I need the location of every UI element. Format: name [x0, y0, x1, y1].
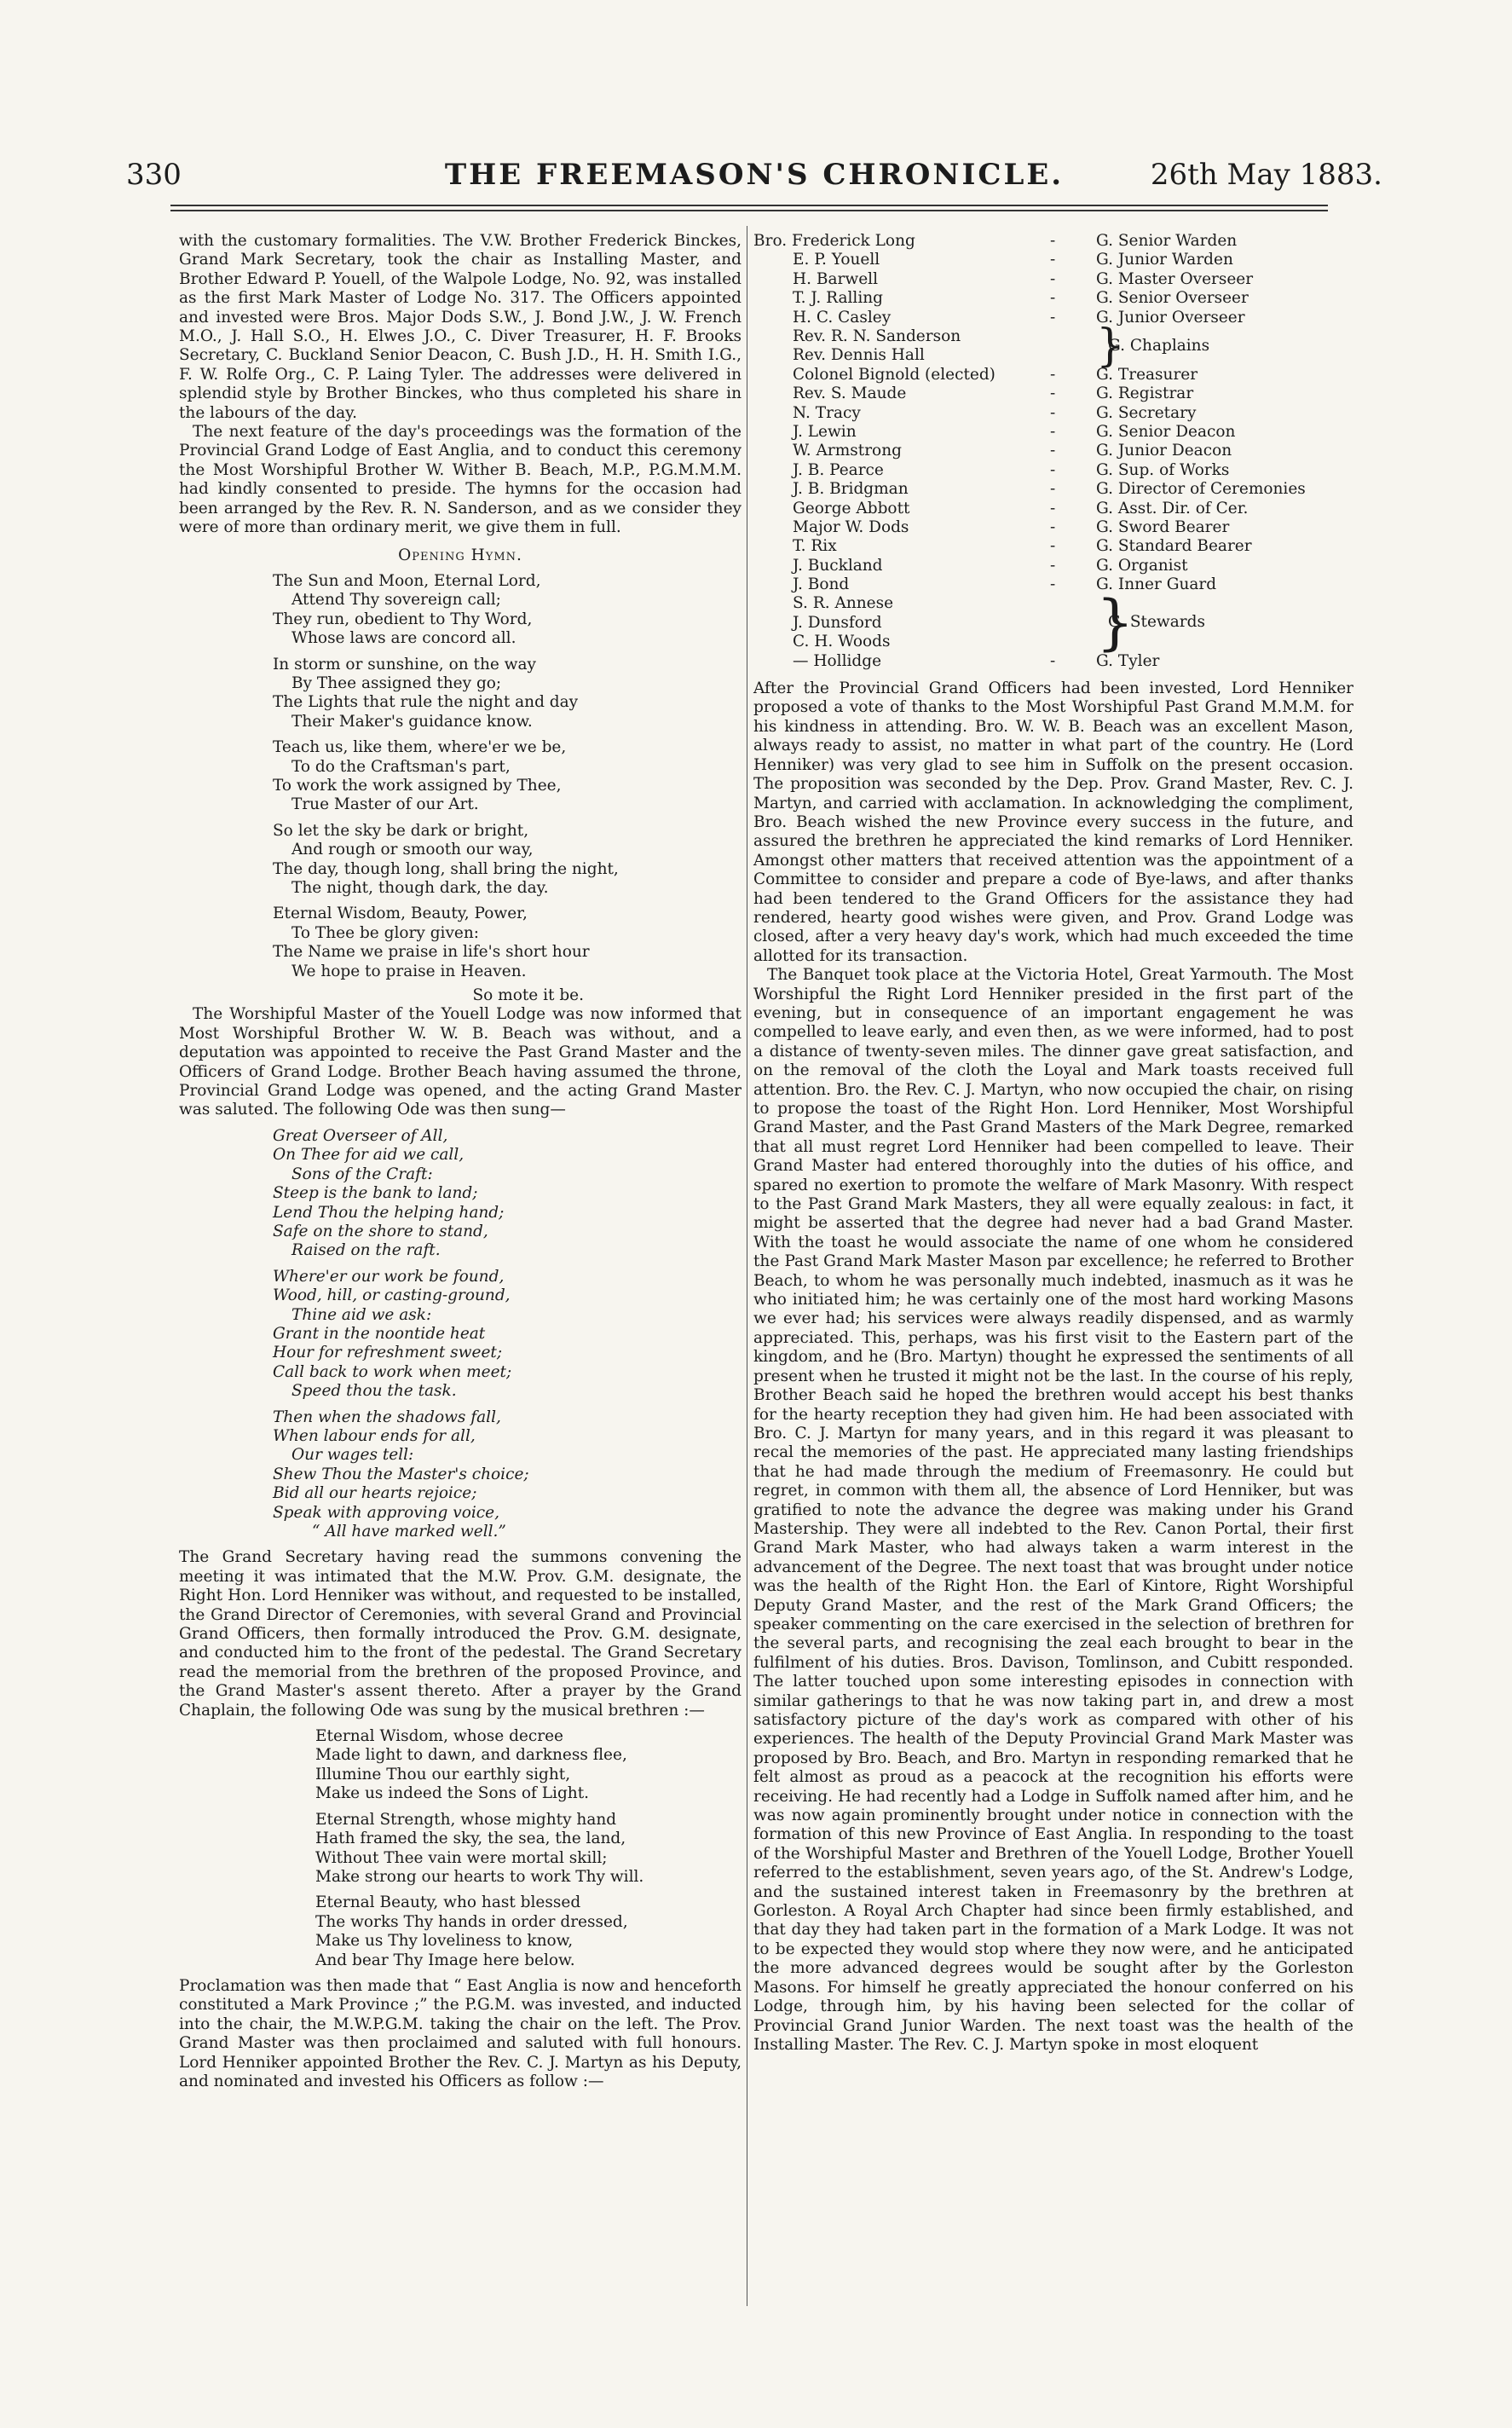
hymn-line: To work the work assigned by Thee, — [273, 776, 562, 795]
officer-row: Colonel Bignold (elected) - G. Treasurer — [793, 365, 1198, 384]
ode-line: Eternal Beauty, who hast blessed — [315, 1893, 581, 1912]
hymn-stanza — [273, 905, 742, 981]
hymn-line: Eternal Wisdom, Beauty, Power, — [273, 905, 528, 923]
ode-stanza — [273, 1408, 742, 1542]
hymn-line: The Sun and Moon, Eternal Lord, — [273, 571, 541, 590]
hymn-line: To do the Craftsman's part, — [291, 757, 511, 776]
hymn-line: Attend Thy sovereign call; — [291, 591, 501, 610]
hymn-line: Teach us, like them, where'er we be, — [273, 738, 567, 757]
issue-date: 26th May 1883. — [1150, 158, 1382, 192]
ode-line: Our wages tell: — [291, 1446, 414, 1465]
ode-line: Then when the shadows fall, — [273, 1408, 501, 1426]
right-column — [753, 232, 1353, 2055]
ode-line: Speed thou the task. — [291, 1382, 457, 1401]
ode-line: On Thee for aid we call, — [273, 1146, 465, 1165]
officer-office: G. Stewards — [1108, 613, 1205, 632]
ode-line: The works Thy hands in order dressed, — [315, 1912, 628, 1931]
proclamation-paragraph: Proclamation was then made that “ East Anglia is now and henceforth constituted a Mark Province ;” the P.G.M. was invested, and inducted into the chair, the M.W.P.G.M. taking the chair on the left. The Prov. Grand Master was then proclaimed and saluted with full honours. Lord Henniker appointed Brother the Rev. C. J. Martyn as his Deputy, and nominated and invested his Officers as follow :— — [179, 1976, 742, 2090]
officer-row: Bro. Frederick Long - G. Senior Warden — [753, 232, 1238, 250]
opening-hymn — [179, 572, 742, 1006]
officer-row: W. Armstrong - G. Junior Deacon — [793, 442, 1232, 460]
header-rule-2 — [170, 210, 1328, 211]
brace-icon: } — [1096, 320, 1125, 372]
hymn-stanza — [273, 738, 742, 815]
officer-row: Major W. Dods - G. Sword Bearer — [793, 517, 1230, 536]
brace-icon: } — [1096, 587, 1134, 658]
ode-line: Steep is the bank to land; — [273, 1184, 478, 1203]
officer-row: J. Buckland - G. Organist — [793, 556, 1188, 575]
hymn-amen: So mote it be. — [472, 986, 584, 1005]
hymn-line: The Name we praise in life's short hour — [273, 943, 590, 962]
hymn-heading: Opening Hymn. — [398, 546, 522, 564]
ode-stanza — [315, 1811, 742, 1887]
intro-paragraph: with the customary formalities. The V.W. Brother Frederick Binckes, Grand Mark Secretary, took the chair as Installing Master, and Brother Edward P. Youell, of the Walpole Lodge, No. 92, was installed as the first Mark Master of Lodge No. 317. The Officers appointed and invested were Bros. Major Dods S.W., J. Bond J.W., J. W. French M.O., J. Hall S.O., H. Elwes J.O., C. Diver Treasurer, H. F. Brooks Secretary, C. Buckland Senior Deacon, C. Bush J.D., H. H. Smith I.G., F. W. Rolfe Org., C. P. Laing Tyler. The addresses were delivered in splendid style by Brother Binckes, who thus completed his share in the labours of the day. — [179, 232, 742, 422]
officer-name: Rev. Dennis Hall — [793, 346, 925, 365]
hymn-line: And rough or smooth our way, — [291, 841, 534, 859]
ode-line: Eternal Strength, whose mighty hand — [315, 1810, 617, 1829]
vote-of-thanks-paragraph: After the Provincial Grand Officers had been invested, Lord Henniker proposed a vote of thanks to the Most Worshipful Past Grand M.M.M. for his kindness in attending. Bro. W. W. B. Beach was an excellent Mason, always ready to assist, no matter in what part of the country. He (Lord Henniker) was very glad to see him in Suffolk on the present occasion. The proposition was seconded by the Dep. Prov. Grand Master, Rev. C. J. Martyn, and carried with acclamation. In acknowledging the compliment, Bro. Beach wished the new Province every success in the future, and assured the brethren he appreciated the kind remarks of Lord Henniker. Amongst other matters that received attention was the appointment of a Committee to consider and prepare a code of Bye-laws, and after thanks had been tendered to the Grand Officers for the assistance they had rendered, hearty good wishes were given, and Prov. Grand Lodge was closed, after a very heavy day's work, which had much exceeded the time allotted for its transaction. — [753, 679, 1353, 965]
officer-row: — Hollidge - G. Tyler — [793, 651, 1160, 670]
ode-line: Eternal Wisdom, whose decree — [315, 1727, 563, 1746]
stewards-group — [753, 587, 1353, 658]
hymn-line: Whose laws are concord all. — [291, 629, 517, 648]
officer-name: S. R. Annese — [793, 594, 894, 613]
hymn-line: True Master of our Art. — [291, 795, 479, 814]
ode-line: Great Overseer of All, — [273, 1126, 448, 1145]
ode-line: Wood, hill, or casting-ground, — [273, 1286, 511, 1305]
ode-line: And bear Thy Image here below. — [315, 1951, 575, 1969]
ode-line: Make strong our hearts to work Thy will. — [315, 1867, 644, 1886]
ode-line: Where'er our work be found, — [273, 1267, 505, 1286]
ode-line: Sons of the Craft: — [291, 1165, 433, 1183]
ode-line: Bid all our hearts rejoice; — [273, 1484, 477, 1503]
officer-row: N. Tracy - G. Secretary — [793, 403, 1197, 422]
ode-line: Lend Thou the helping hand; — [273, 1203, 505, 1222]
formation-paragraph: The next feature of the day's proceedings was the formation of the Provincial Grand Lodge of East Anglia, and to conduct this ceremony the Most Worshipful Brother W. Wither B. Beach, M.P., P.G.M.M.M. had kindly consented to preside. The hymns for the occasion had been arranged by the Rev. R. N. Sanderson, and as we consider they were of more than ordinary merit, we give them in full. — [179, 423, 742, 537]
hymn-line: The day, though long, shall bring the night, — [273, 859, 619, 878]
officer-row: J. B. Bridgman - G. Director of Ceremonies — [793, 480, 1306, 499]
ode-stanza — [315, 1893, 742, 1970]
hymn-line: The Lights that rule the night and day — [273, 693, 579, 712]
officers-list — [753, 232, 1353, 671]
header-rule — [170, 205, 1328, 206]
hymn-line: To Thee be glory given: — [291, 923, 480, 942]
hymn-line: Their Maker's guidance know. — [291, 712, 533, 731]
ode-line: Illumine Thou our earthly sight, — [315, 1765, 571, 1783]
ode-line: Raised on the raft. — [291, 1241, 441, 1260]
ode-line: Call back to work when meet; — [273, 1362, 512, 1381]
ode-line: Without Thee vain were mortal skill; — [315, 1848, 608, 1867]
hymn-stanza — [273, 822, 742, 899]
ode-line: Made light to dawn, and darkness flee, — [315, 1746, 627, 1765]
officer-row: George Abbott - G. Asst. Dir. of Cer. — [793, 499, 1249, 517]
deputation-paragraph: The Worshipful Master of the Youell Lodge was now informed that Most Worshipful Brother W. W. B. Beach was without, and a deputation was appointed to receive the Past Grand Master and the Officers of Grand Lodge. Brother Beach having assumed the throne, Provincial Grand Lodge was opened, and the acting Grand Master was saluted. The following Ode was then sung— — [179, 1005, 742, 1119]
officer-name: C. H. Woods — [793, 633, 891, 651]
left-column — [179, 232, 742, 2091]
ode-line: Thine aid we ask: — [291, 1305, 432, 1324]
page-number: 330 — [126, 158, 182, 192]
ode-line: Hour for refreshment sweet; — [273, 1344, 503, 1362]
hymn-line: We hope to praise in Heaven. — [291, 962, 527, 980]
officer-row: J. B. Pearce - G. Sup. of Works — [793, 460, 1230, 479]
ode-two — [179, 1727, 742, 1970]
hymn-line: They run, obedient to Thy Word, — [273, 610, 533, 628]
ode-stanza — [315, 1727, 742, 1804]
officer-name: J. Dunsford — [793, 613, 882, 632]
officer-row: J. Bond - G. Inner Guard — [793, 575, 1217, 594]
hymn-line: In storm or sunshine, on the way — [273, 655, 536, 673]
chaplains-group — [753, 320, 1353, 372]
ode-stanza — [273, 1268, 742, 1402]
ode-line: Make us indeed the Sons of Light. — [315, 1784, 590, 1803]
officer-row: T. J. Ralling - G. Senior Overseer — [793, 289, 1249, 308]
ode-line: “ All have marked well.” — [312, 1523, 506, 1541]
ode-line: When labour ends for all, — [273, 1426, 476, 1445]
officer-row: H. Barwell - G. Master Overseer — [793, 269, 1254, 288]
ode-line: Shew Thou the Master's choice; — [273, 1465, 529, 1483]
ode-line: Make us Thy loveliness to know, — [315, 1932, 574, 1951]
page-header — [126, 158, 1382, 192]
ode-one — [179, 1127, 742, 1542]
officer-row: T. Rix - G. Standard Bearer — [793, 537, 1252, 556]
officer-row: H. C. Casley - G. Junior Overseer — [793, 308, 1245, 327]
officer-row: E. P. Youell - G. Junior Warden — [793, 251, 1233, 269]
officer-row: J. Lewin - G. Senior Deacon — [793, 422, 1236, 441]
officer-name: Rev. R. N. Sanderson — [793, 327, 961, 345]
hymn-line: By Thee assigned they go; — [291, 673, 502, 692]
ode-stanza — [273, 1127, 742, 1261]
ode-line: Hath framed the sky, the sea, the land, — [315, 1830, 626, 1848]
banquet-paragraph: The Banquet took place at the Victoria Hotel, Great Yarmouth. The Most Worshipful the Right Lord Henniker presided in the first part of the evening, but in consequence of an important engagement he was compelled to leave early, and even then, as we were informed, had to post a distance of twenty-seven miles. The dinner gave great satisfaction, and on the removal of the cloth the Loyal and Mark toasts received full attention. Bro. the Rev. C. J. Martyn, who now occupied the chair, on rising to propose the toast of the Right Hon. Lord Henniker, Most Worshipful Grand Master, and the Past Grand Masters of the Mark Degree, remarked that all must regret Lord Henniker had been compelled to leave. Their Grand Master had entered thoroughly into the duties of his office, and spared no exertion to promote the welfare of Mark Masonry. With respect to the Past Grand Mark Masters, they all were equally zealous: in fact, it might be asserted that the degree had never had a bad Grand Master. With the toast he would associate the name of one whom he considered the Past Grand Mark Master Mason par excellence; he referred to Brother Beach, to whom he was personally much indebted, inasmuch as it was he who initiated him; he was certainly one of the most hard working Masons we ever had; his services were always readily dispensed, and as warmly appreciated. This, perhaps, was his first visit to the Eastern part of the kingdom, and he (Bro. Martyn) thought he expressed the sentiments of all present when he trusted it might not be the last. In the course of his reply, Brother Beach said he hoped the brethren would accept his best thanks for the hearty reception they had given him. He had been associated with Bro. C. J. Martyn for many years, and in this regard it was pleasant to recal the memories of the past. He appreciated many lasting friendships that he had made through the medium of Freemasonry. He could but regret, in common with them all, the absence of Lord Henniker, but was gratified to note the advance the degree was making under his Grand Mastership. They were all indebted to the Rev. Canon Portal, their first Grand Mark Master, who had always taken a warm interest in the advancement of the Degree. The next toast that was brought under notice was the health of the Right Hon. the Earl of Kintore, Right Worshipful Deputy Grand Master, and the rest of the Mark Grand Officers; the speaker commenting on the care exercised in the selection of brethren for the several parts, and recognising the zeal each brought to bear in the fulfilment of his duties. Bros. Davison, Tomlinson, and Cubitt responded. The latter touched upon some interesting episodes in connection with similar gatherings to that he was now taking part in, and drew a most satisfactory picture of the day's work as compared with other of his experiences. The health of the Deputy Provincial Grand Mark Master was proposed by Bro. Beach, and Bro. Martyn in responding remarked that he felt almost as proud as a peacock at the recognition his efforts were receiving. He had recently had a Lodge in Suffolk named after him, and he was now again prominently brought under notice in connection with the formation of this new Province of East Anglia. In responding to the toast of the Worshipful Master and Brethren of the Youell Lodge, Brother Youell referred to the establishment, seven years ago, of the St. Andrew's Lodge, and the sustained interest taken in Freemasonry by the brethren at Gorleston. A Royal Arch Chapter had since been firmly established, and that day they had taken part in the formation of a Mark Lodge. It was not to be expected they would stop where they now were, and he anticipated the more advanced degrees would be sought after by the Gorleston Masons. For himself he greatly appreciated the honour conferred on his Lodge, through him, by his having been selected for the collar of Provincial Grand Junior Warden. The next toast was the health of the Installing Master. The Rev. C. J. Martyn spoke in most eloquent — [753, 966, 1353, 2054]
ode-line: Safe on the shore to stand, — [273, 1222, 488, 1240]
summons-paragraph: The Grand Secretary having read the summons convening the meeting it was intimated that the M.W. Prov. G.M. designate, the Right Hon. Lord Henniker was without, and requested to be installed, the Grand Director of Ceremonies, with several Grand and Provincial Grand Officers, then formally introduced the Prov. G.M. designate, and conducted him to the front of the pedestal. The Grand Secretary read the memorial from the brethren of the proposed Province, and the Grand Master's assent thereto. After a prayer by the Grand Chaplain, the following Ode was sung by the musical brethren :— — [179, 1548, 742, 1720]
ode-line: Speak with approving voice, — [273, 1503, 499, 1522]
hymn-line: So let the sky be dark or bright, — [273, 821, 529, 840]
hymn-stanza — [273, 656, 742, 732]
officer-office: G. Chaplains — [1108, 336, 1210, 355]
officer-row: Rev. S. Maude - G. Registrar — [793, 384, 1194, 403]
masthead-title: THE FREEMASON'S CHRONICLE. — [444, 158, 1065, 192]
hymn-line: The night, though dark, the day. — [291, 879, 549, 897]
hymn-stanza — [273, 572, 742, 649]
ode-line: Grant in the noontide heat — [273, 1324, 486, 1343]
